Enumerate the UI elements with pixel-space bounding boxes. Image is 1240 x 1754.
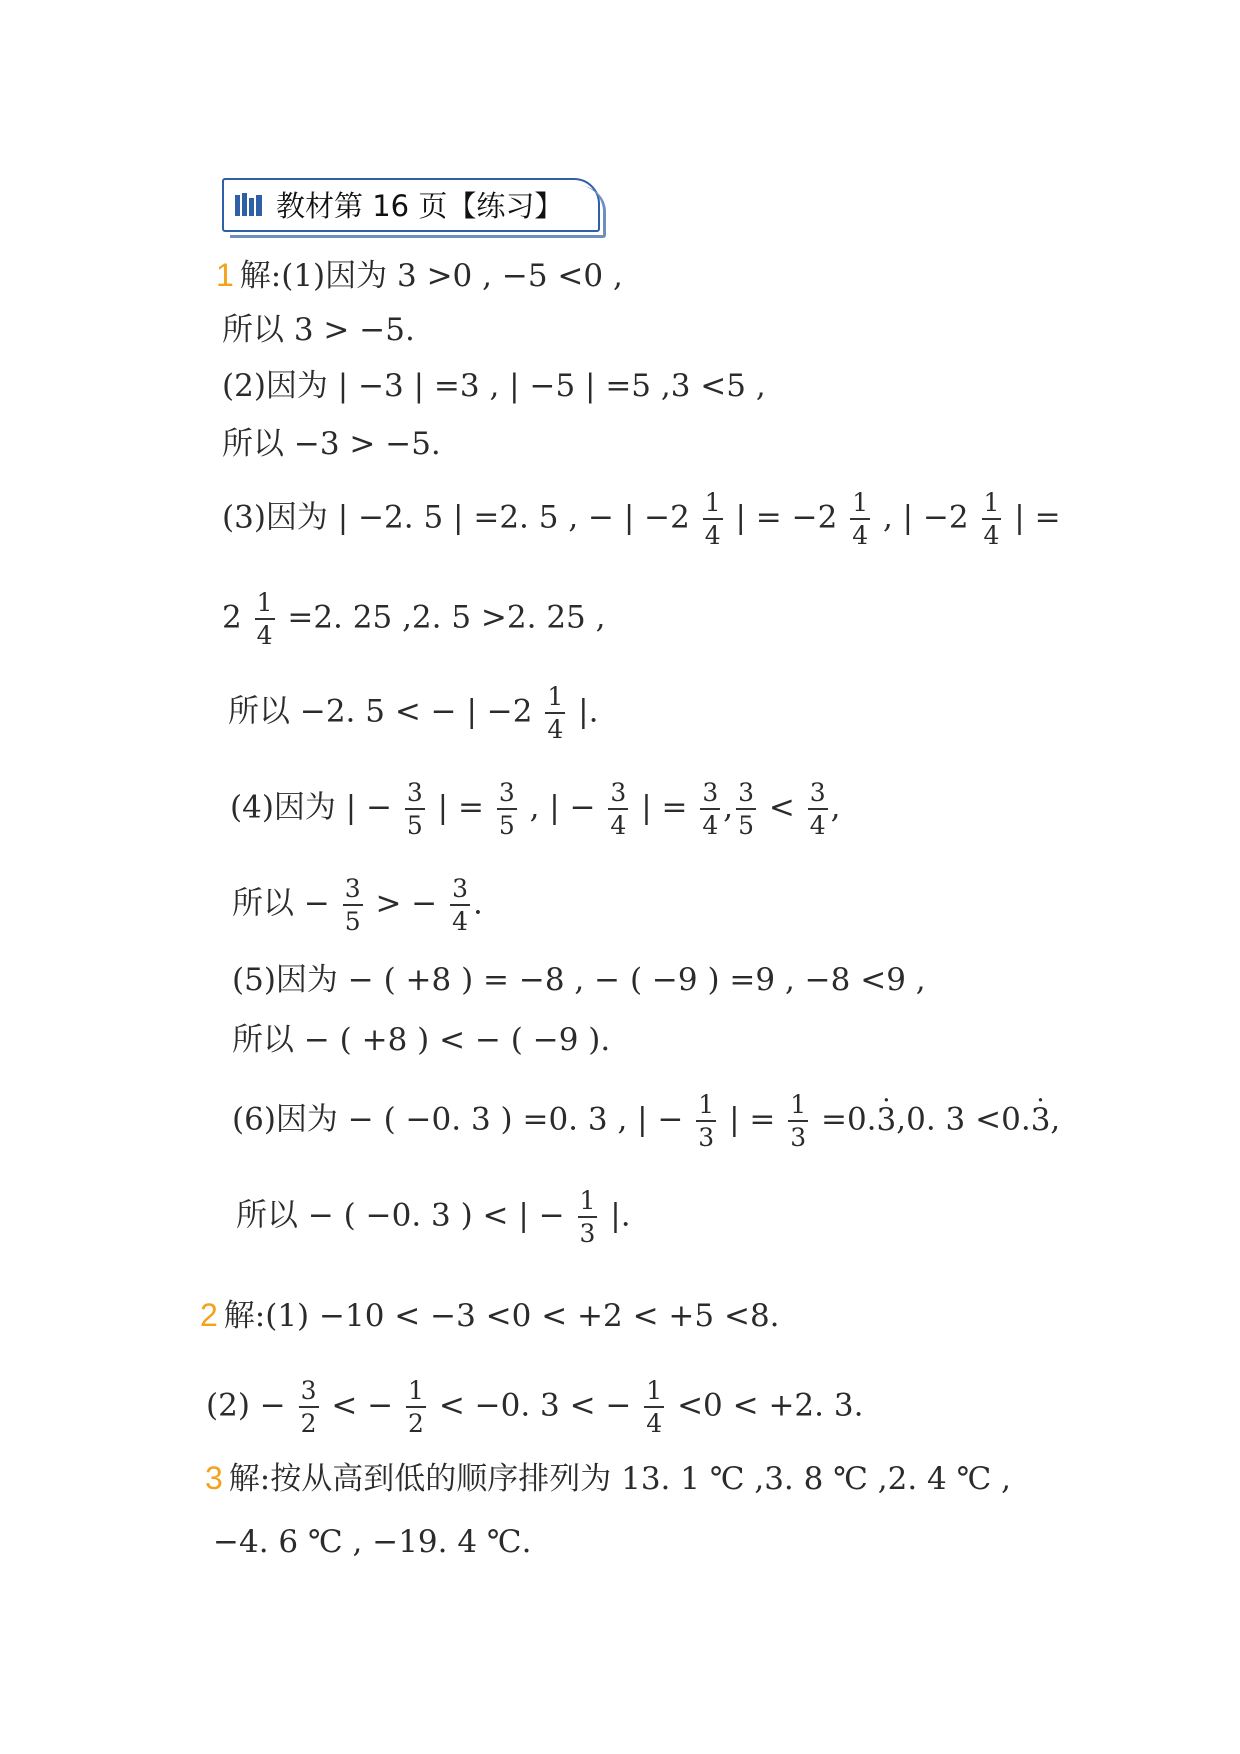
q1-line-5: [222, 490, 1061, 548]
text: (3)因为 | −2. 5 | =2. 5 , − | −2: [222, 499, 690, 536]
q1-line-12: [232, 1092, 1060, 1150]
fraction: [696, 1092, 716, 1150]
numerator: 3: [736, 780, 756, 810]
question-number: 2: [200, 1297, 218, 1333]
text: 所以 −: [232, 885, 330, 922]
text: 2: [222, 599, 242, 636]
text: 所以 −2. 5 < − | −2: [228, 693, 533, 730]
q1-line-2: [222, 310, 415, 350]
text: (2) −: [206, 1387, 286, 1424]
text: (5)因为 − ( +8 ) = −8 , − ( −9 ) =9 , −8 <9 ,: [232, 962, 926, 998]
text: 所以 − ( −0. 3 ) < | −: [236, 1197, 565, 1234]
fraction: [299, 1378, 319, 1436]
text: | =: [1014, 499, 1061, 536]
book-icon: [234, 192, 264, 218]
text: −4. 6 ℃ , −19. 4 ℃.: [213, 1524, 532, 1560]
fraction: [850, 490, 870, 548]
fraction: [700, 780, 720, 838]
text: | =: [729, 1101, 776, 1138]
denominator: 4: [983, 521, 1000, 550]
q1-line-10: [232, 960, 926, 1000]
header-title: 教材第 16 页【练习】: [276, 189, 564, 223]
denominator: 2: [300, 1409, 317, 1438]
q1-line-13: [236, 1188, 631, 1246]
q2-line-1: [200, 1295, 780, 1336]
text: < −: [331, 1387, 394, 1424]
text: , | −2: [882, 499, 969, 536]
text: | = −2: [735, 499, 838, 536]
text: <0 < +2. 3.: [677, 1387, 864, 1424]
fraction: [343, 876, 363, 934]
numerator: 3: [405, 780, 425, 810]
q1-line-8: [230, 780, 840, 838]
numerator: 1: [545, 684, 565, 714]
question-number: 1: [216, 257, 234, 293]
text: , | −: [529, 789, 596, 826]
text: (4)因为 | −: [230, 789, 393, 826]
denominator: 4: [704, 521, 721, 550]
text: | =: [437, 789, 484, 826]
numerator: 1: [644, 1378, 664, 1408]
q1-line-4: [222, 424, 441, 464]
q3-line-2: [213, 1522, 531, 1562]
numerator: 3: [608, 780, 628, 810]
fraction: [703, 490, 723, 548]
text: 解:(1)因为 3 >0 , −5 <0 ,: [239, 258, 623, 294]
numerator: 3: [450, 876, 470, 906]
fraction: [788, 1092, 808, 1150]
denominator: 5: [498, 811, 515, 840]
denominator: 4: [610, 811, 627, 840]
text: <: [768, 789, 795, 826]
q1-line-3: [222, 366, 766, 406]
numerator: 1: [850, 490, 870, 520]
fraction: [608, 780, 628, 838]
numerator: 1: [255, 590, 275, 620]
fraction: [406, 1378, 426, 1436]
denominator: 5: [406, 811, 423, 840]
numerator: 3: [299, 1378, 319, 1408]
q1-line-1: [216, 255, 623, 296]
text: |.: [610, 1197, 631, 1234]
text: (6)因为 − ( −0. 3 ) =0. 3 , | −: [232, 1101, 684, 1138]
numerator: 1: [703, 490, 723, 520]
text: |.: [578, 693, 599, 730]
denominator: 4: [256, 621, 273, 650]
denominator: 4: [809, 811, 826, 840]
numerator: 3: [343, 876, 363, 906]
fraction: [405, 780, 425, 838]
denominator: 4: [646, 1409, 663, 1438]
denominator: 4: [702, 811, 719, 840]
text: 所以 3 > −5.: [222, 312, 415, 348]
numerator: 1: [578, 1188, 598, 1218]
repeating-digit: 3 ·: [1031, 1100, 1051, 1140]
denominator: 4: [547, 715, 564, 744]
fraction: [808, 780, 828, 838]
text: ,: [1050, 1101, 1061, 1138]
numerator: 1: [982, 490, 1002, 520]
numerator: 3: [700, 780, 720, 810]
text: > −: [375, 885, 438, 922]
denominator: 4: [852, 521, 869, 550]
q3-line-1: [205, 1458, 1011, 1499]
denominator: 5: [738, 811, 754, 840]
q1-line-7: [228, 684, 598, 742]
text: ,: [830, 789, 841, 826]
numerator: 3: [808, 780, 828, 810]
q2-line-2: [206, 1378, 863, 1436]
text: 解:(1) −10 < −3 <0 < +2 < +5 <8.: [223, 1298, 780, 1334]
section-header: [222, 178, 600, 232]
text: | =: [641, 789, 688, 826]
text: =2. 25 ,2. 5 >2. 25 ,: [287, 599, 606, 636]
denominator: 3: [579, 1219, 596, 1248]
denominator: 3: [790, 1123, 807, 1152]
q1-line-6: [222, 590, 606, 648]
text: ,0. 3 <0.: [896, 1101, 1031, 1138]
fraction: [545, 684, 565, 742]
fraction: [982, 490, 1002, 548]
q1-line-11: [232, 1020, 610, 1060]
text: .: [473, 885, 483, 922]
denominator: 5: [344, 907, 361, 936]
numerator: 1: [788, 1092, 808, 1122]
text: =0.: [820, 1101, 877, 1138]
fraction: [644, 1378, 664, 1436]
text: (2)因为 | −3 | =3 , | −5 | =5 ,3 <5 ,: [222, 368, 766, 404]
question-number: 3: [205, 1460, 223, 1496]
repeating-digit: 3 ·: [877, 1100, 897, 1140]
fraction: [450, 876, 470, 934]
numerator: 1: [696, 1092, 716, 1122]
numerator: 1: [406, 1378, 426, 1408]
text: 所以 −3 > −5.: [222, 426, 441, 462]
fraction: [736, 780, 756, 838]
q1-line-9: [232, 876, 483, 934]
fraction: [578, 1188, 598, 1246]
text: < −0. 3 < −: [438, 1387, 632, 1424]
text: 所以 − ( +8 ) < − ( −9 ).: [232, 1022, 611, 1058]
fraction: [497, 780, 517, 838]
text: ,: [723, 789, 734, 826]
denominator: 2: [408, 1409, 424, 1438]
numerator: 3: [497, 780, 517, 810]
denominator: 3: [698, 1123, 715, 1152]
text: 解:按从高到低的顺序排列为 13. 1 ℃ ,3. 8 ℃ ,2. 4 ℃ ,: [228, 1461, 1012, 1497]
fraction: [255, 590, 275, 648]
denominator: 4: [452, 907, 469, 936]
